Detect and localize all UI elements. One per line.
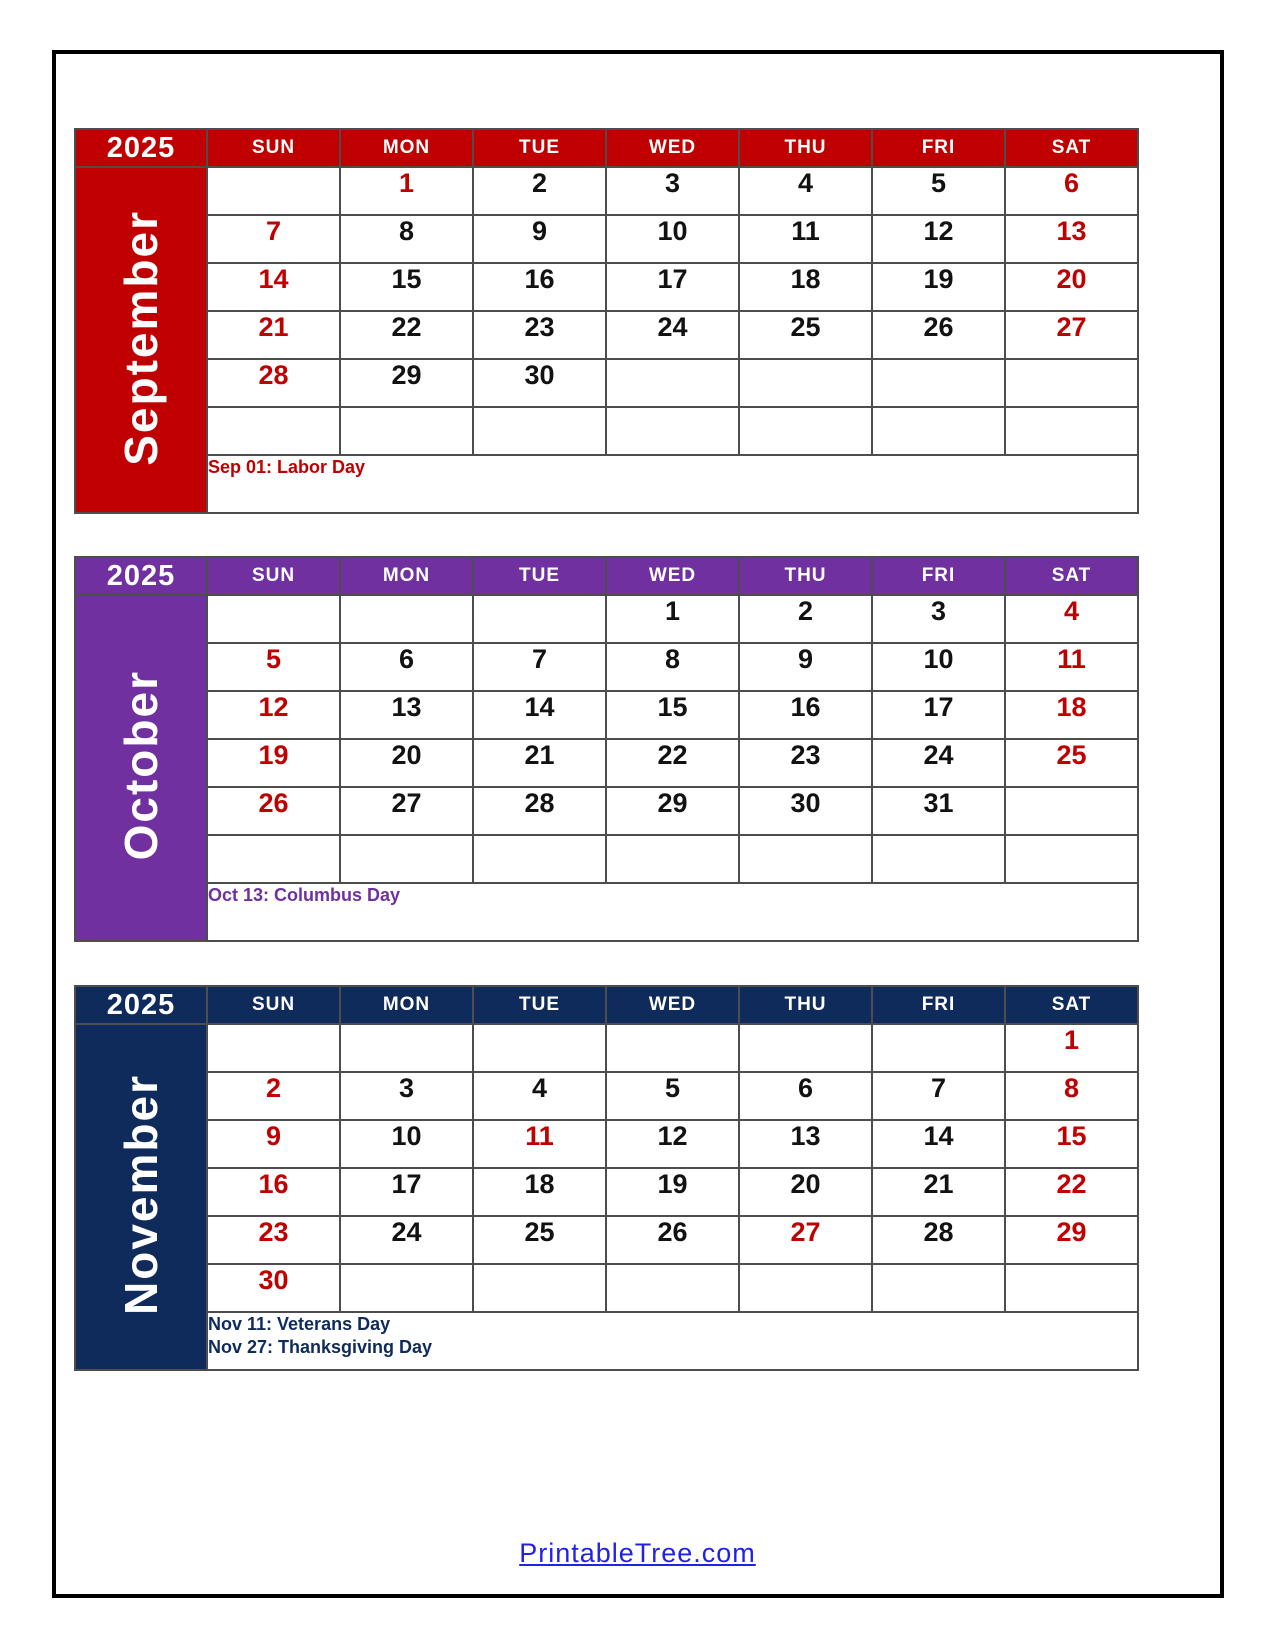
date-cell: 27 bbox=[739, 1216, 872, 1264]
empty-date-cell bbox=[606, 1024, 739, 1072]
empty-date-cell bbox=[207, 407, 340, 455]
holiday-notes bbox=[207, 455, 1138, 513]
date-cell: 22 bbox=[340, 311, 473, 359]
date-cell: 30 bbox=[473, 359, 606, 407]
empty-date-cell bbox=[340, 407, 473, 455]
date-cell: 21 bbox=[473, 739, 606, 787]
weekday-header: SUN bbox=[207, 129, 340, 167]
month-band bbox=[75, 1024, 207, 1370]
date-cell: 10 bbox=[606, 215, 739, 263]
date-cell: 11 bbox=[739, 215, 872, 263]
month-name: October bbox=[115, 670, 167, 861]
date-cell: 6 bbox=[739, 1072, 872, 1120]
date-cell: 26 bbox=[606, 1216, 739, 1264]
month-name: September bbox=[115, 209, 167, 466]
date-cell: 6 bbox=[1005, 167, 1138, 215]
date-cell: 4 bbox=[739, 167, 872, 215]
date-cell: 14 bbox=[207, 263, 340, 311]
empty-date-cell bbox=[207, 835, 340, 883]
empty-date-cell bbox=[872, 1024, 1005, 1072]
date-cell: 30 bbox=[207, 1264, 340, 1312]
footer-link[interactable]: PrintableTree.com bbox=[519, 1538, 756, 1568]
date-cell: 20 bbox=[340, 739, 473, 787]
empty-date-cell bbox=[739, 1024, 872, 1072]
date-cell: 24 bbox=[606, 311, 739, 359]
date-cell: 28 bbox=[872, 1216, 1005, 1264]
holiday-note: Nov 11: Veterans Day bbox=[208, 1314, 391, 1334]
date-cell: 27 bbox=[340, 787, 473, 835]
weekday-header: THU bbox=[739, 557, 872, 595]
empty-date-cell bbox=[340, 1264, 473, 1312]
date-cell: 16 bbox=[207, 1168, 340, 1216]
date-cell: 15 bbox=[606, 691, 739, 739]
weekday-header: THU bbox=[739, 129, 872, 167]
weekday-header: WED bbox=[606, 129, 739, 167]
date-cell: 2 bbox=[739, 595, 872, 643]
date-cell: 12 bbox=[207, 691, 340, 739]
weekday-header: MON bbox=[340, 986, 473, 1024]
empty-date-cell bbox=[207, 595, 340, 643]
date-cell: 3 bbox=[606, 167, 739, 215]
empty-date-cell bbox=[340, 835, 473, 883]
empty-date-cell bbox=[739, 407, 872, 455]
date-cell: 1 bbox=[340, 167, 473, 215]
empty-date-cell bbox=[606, 1264, 739, 1312]
date-cell: 10 bbox=[872, 643, 1005, 691]
date-cell: 13 bbox=[739, 1120, 872, 1168]
empty-date-cell bbox=[1005, 407, 1138, 455]
year-label: 2025 bbox=[75, 129, 207, 167]
footer bbox=[0, 1538, 1275, 1569]
empty-date-cell bbox=[473, 595, 606, 643]
empty-date-cell bbox=[340, 1024, 473, 1072]
empty-date-cell bbox=[473, 835, 606, 883]
weekday-header: SUN bbox=[207, 557, 340, 595]
date-cell: 17 bbox=[606, 263, 739, 311]
calendar-table bbox=[74, 556, 1139, 942]
date-cell: 27 bbox=[1005, 311, 1138, 359]
weekday-header: TUE bbox=[473, 557, 606, 595]
date-cell: 9 bbox=[473, 215, 606, 263]
year-label: 2025 bbox=[75, 557, 207, 595]
weekday-header: SAT bbox=[1005, 557, 1138, 595]
date-cell: 8 bbox=[606, 643, 739, 691]
date-cell: 9 bbox=[207, 1120, 340, 1168]
empty-date-cell bbox=[739, 835, 872, 883]
empty-date-cell bbox=[739, 359, 872, 407]
date-cell: 11 bbox=[473, 1120, 606, 1168]
holiday-note: Oct 13: Columbus Day bbox=[208, 885, 401, 905]
date-cell: 3 bbox=[340, 1072, 473, 1120]
empty-date-cell bbox=[1005, 359, 1138, 407]
weekday-header: MON bbox=[340, 557, 473, 595]
empty-date-cell bbox=[872, 359, 1005, 407]
date-cell: 30 bbox=[739, 787, 872, 835]
holiday-notes bbox=[207, 883, 1138, 941]
date-cell: 5 bbox=[207, 643, 340, 691]
date-cell: 13 bbox=[1005, 215, 1138, 263]
date-cell: 19 bbox=[872, 263, 1005, 311]
date-cell: 8 bbox=[340, 215, 473, 263]
date-cell: 23 bbox=[207, 1216, 340, 1264]
date-cell: 2 bbox=[473, 167, 606, 215]
date-cell: 2 bbox=[207, 1072, 340, 1120]
date-cell: 18 bbox=[473, 1168, 606, 1216]
empty-date-cell bbox=[207, 167, 340, 215]
date-cell: 20 bbox=[1005, 263, 1138, 311]
date-cell: 23 bbox=[739, 739, 872, 787]
date-cell: 1 bbox=[606, 595, 739, 643]
date-cell: 14 bbox=[872, 1120, 1005, 1168]
empty-date-cell bbox=[473, 1264, 606, 1312]
date-cell: 12 bbox=[872, 215, 1005, 263]
date-cell: 5 bbox=[872, 167, 1005, 215]
date-cell: 25 bbox=[473, 1216, 606, 1264]
empty-date-cell bbox=[606, 359, 739, 407]
weekday-header: SAT bbox=[1005, 986, 1138, 1024]
weekday-header: FRI bbox=[872, 557, 1005, 595]
date-cell: 19 bbox=[606, 1168, 739, 1216]
date-cell: 26 bbox=[872, 311, 1005, 359]
month-band bbox=[75, 595, 207, 941]
weekday-header: TUE bbox=[473, 129, 606, 167]
empty-date-cell bbox=[1005, 1264, 1138, 1312]
holiday-note: Sep 01: Labor Day bbox=[208, 457, 366, 477]
date-cell: 18 bbox=[1005, 691, 1138, 739]
weekday-header: THU bbox=[739, 986, 872, 1024]
empty-date-cell bbox=[606, 835, 739, 883]
date-cell: 23 bbox=[473, 311, 606, 359]
date-cell: 9 bbox=[739, 643, 872, 691]
date-cell: 12 bbox=[606, 1120, 739, 1168]
date-cell: 25 bbox=[1005, 739, 1138, 787]
month-section-november bbox=[74, 985, 1139, 1371]
date-cell: 7 bbox=[207, 215, 340, 263]
empty-date-cell bbox=[739, 1264, 872, 1312]
empty-date-cell bbox=[872, 1264, 1005, 1312]
date-cell: 3 bbox=[872, 595, 1005, 643]
date-cell: 16 bbox=[473, 263, 606, 311]
date-cell: 1 bbox=[1005, 1024, 1138, 1072]
month-section-september bbox=[74, 128, 1139, 514]
date-cell: 17 bbox=[872, 691, 1005, 739]
date-cell: 17 bbox=[340, 1168, 473, 1216]
date-cell: 24 bbox=[872, 739, 1005, 787]
empty-date-cell bbox=[473, 1024, 606, 1072]
date-cell: 7 bbox=[872, 1072, 1005, 1120]
date-cell: 22 bbox=[606, 739, 739, 787]
date-cell: 28 bbox=[207, 359, 340, 407]
date-cell: 22 bbox=[1005, 1168, 1138, 1216]
date-cell: 10 bbox=[340, 1120, 473, 1168]
weekday-header: TUE bbox=[473, 986, 606, 1024]
empty-date-cell bbox=[872, 835, 1005, 883]
date-cell: 21 bbox=[872, 1168, 1005, 1216]
weekday-header: SAT bbox=[1005, 129, 1138, 167]
date-cell: 15 bbox=[1005, 1120, 1138, 1168]
date-cell: 16 bbox=[739, 691, 872, 739]
date-cell: 31 bbox=[872, 787, 1005, 835]
month-band bbox=[75, 167, 207, 513]
date-cell: 19 bbox=[207, 739, 340, 787]
date-cell: 21 bbox=[207, 311, 340, 359]
date-cell: 18 bbox=[739, 263, 872, 311]
date-cell: 11 bbox=[1005, 643, 1138, 691]
date-cell: 15 bbox=[340, 263, 473, 311]
year-label: 2025 bbox=[75, 986, 207, 1024]
date-cell: 7 bbox=[473, 643, 606, 691]
empty-date-cell bbox=[207, 1024, 340, 1072]
weekday-header: WED bbox=[606, 986, 739, 1024]
empty-date-cell bbox=[340, 595, 473, 643]
weekday-header: WED bbox=[606, 557, 739, 595]
date-cell: 4 bbox=[1005, 595, 1138, 643]
empty-date-cell bbox=[1005, 787, 1138, 835]
date-cell: 5 bbox=[606, 1072, 739, 1120]
month-name: November bbox=[115, 1074, 167, 1315]
empty-date-cell bbox=[1005, 835, 1138, 883]
date-cell: 29 bbox=[606, 787, 739, 835]
weekday-header: SUN bbox=[207, 986, 340, 1024]
date-cell: 4 bbox=[473, 1072, 606, 1120]
weekday-header: MON bbox=[340, 129, 473, 167]
calendar-table bbox=[74, 985, 1139, 1371]
month-section-october bbox=[74, 556, 1139, 942]
weekday-header: FRI bbox=[872, 129, 1005, 167]
date-cell: 29 bbox=[340, 359, 473, 407]
empty-date-cell bbox=[606, 407, 739, 455]
date-cell: 14 bbox=[473, 691, 606, 739]
date-cell: 13 bbox=[340, 691, 473, 739]
date-cell: 24 bbox=[340, 1216, 473, 1264]
date-cell: 6 bbox=[340, 643, 473, 691]
date-cell: 29 bbox=[1005, 1216, 1138, 1264]
date-cell: 25 bbox=[739, 311, 872, 359]
date-cell: 28 bbox=[473, 787, 606, 835]
date-cell: 8 bbox=[1005, 1072, 1138, 1120]
holiday-notes bbox=[207, 1312, 1138, 1370]
weekday-header: FRI bbox=[872, 986, 1005, 1024]
holiday-note: Nov 27: Thanksgiving Day bbox=[208, 1337, 433, 1357]
calendar-table bbox=[74, 128, 1139, 514]
empty-date-cell bbox=[473, 407, 606, 455]
empty-date-cell bbox=[872, 407, 1005, 455]
date-cell: 20 bbox=[739, 1168, 872, 1216]
date-cell: 26 bbox=[207, 787, 340, 835]
